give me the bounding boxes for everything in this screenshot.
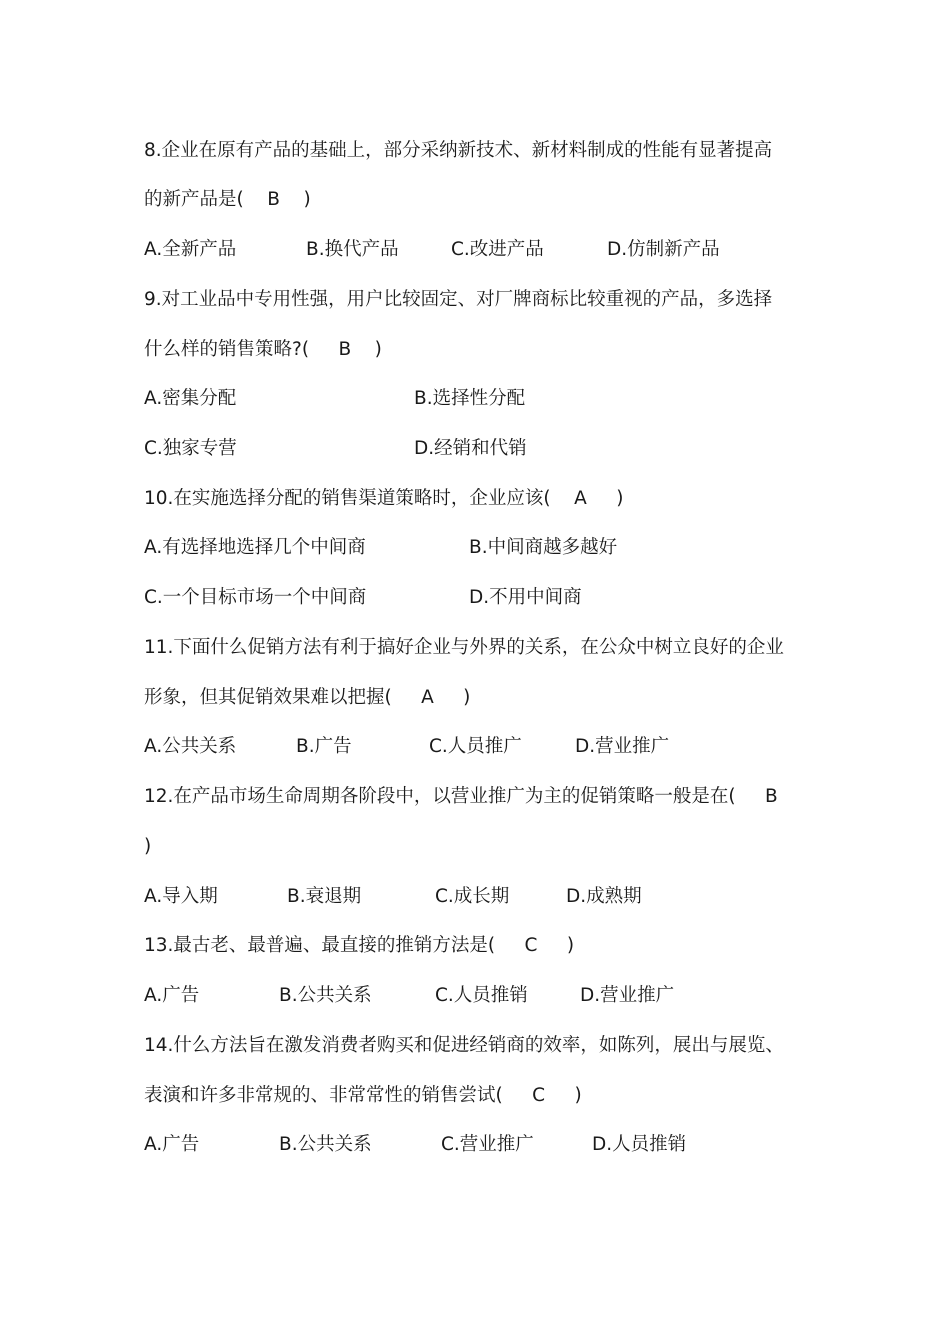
option-b: B.中间商越多越好 [469, 537, 618, 558]
question-13-stem-line-1: 13.最古老、最普遍、最直接的推销方法是( C ) [144, 935, 575, 956]
question-9-stem-line-2: 什么样的销售策略?( B ) [144, 339, 382, 360]
option-b: B.衰退期 [287, 886, 362, 907]
question-11-stem-line-1: 11.下面什么促销方法有利于搞好企业与外界的关系，在公众中树立良好的企业 [144, 637, 784, 658]
option-a: A.广告 [144, 1134, 200, 1155]
question-11-stem-line-2: 形象，但其促销效果难以把握( A ) [144, 687, 471, 708]
option-d: D.营业推广 [575, 736, 670, 757]
question-11-options [144, 734, 670, 760]
question-9-options-row-2 [144, 436, 527, 462]
option-a: A.公共关系 [144, 736, 237, 757]
option-a: A.全新产品 [144, 239, 237, 260]
option-a: A.导入期 [144, 886, 218, 907]
question-10-options-row-1 [144, 535, 618, 561]
option-b: B.公共关系 [279, 1134, 372, 1155]
option-b: B.公共关系 [279, 985, 372, 1006]
question-9-stem-line-1: 9.对工业品中专用性强，用户比较固定、对厂牌商标比较重视的产品，多选择 [144, 289, 773, 310]
option-b: B.广告 [296, 736, 352, 757]
option-c: C.改进产品 [451, 239, 544, 260]
option-c: C.独家专营 [144, 438, 237, 459]
question-14-stem-line-1: 14.什么方法旨在激发消费者购买和促进经销商的效率，如陈列，展出与展览、 [144, 1035, 784, 1056]
question-10-stem-line-1: 10.在实施选择分配的销售渠道策略时，企业应该( A ) [144, 488, 624, 509]
option-c: C.成长期 [435, 886, 510, 907]
option-d: D.成熟期 [566, 886, 642, 907]
question-12-stem-line-1: 12.在产品市场生命周期各阶段中，以营业推广为主的促销策略一般是在( B [144, 786, 778, 807]
option-b: B.选择性分配 [414, 388, 526, 409]
question-8-stem-line-1: 8.企业在原有产品的基础上，部分采纳新技术、新材料制成的性能有显著提高 [144, 140, 773, 161]
option-d: D.营业推广 [580, 985, 675, 1006]
question-14-stem-line-2: 表演和许多非常规的、非常常性的销售尝试( C ) [144, 1085, 582, 1106]
option-a: A.有选择地选择几个中间商 [144, 537, 366, 558]
question-13-options [144, 983, 675, 1009]
option-b: B.换代产品 [306, 239, 399, 260]
question-14-options [144, 1132, 687, 1158]
question-12-options [144, 884, 642, 910]
option-d: D.不用中间商 [469, 587, 582, 608]
question-9-options-row-1 [144, 386, 526, 412]
option-c: C.一个目标市场一个中间商 [144, 587, 367, 608]
question-12-stem-line-2: ) [144, 836, 152, 857]
option-d: D.人员推销 [592, 1134, 687, 1155]
option-d: D.仿制新产品 [607, 239, 720, 260]
option-d: D.经销和代销 [414, 438, 527, 459]
question-10-options-row-2 [144, 585, 582, 611]
option-c: C.人员推广 [429, 736, 522, 757]
option-a: A.广告 [144, 985, 200, 1006]
option-c: C.营业推广 [441, 1134, 534, 1155]
option-c: C.人员推销 [435, 985, 528, 1006]
question-8-options [144, 237, 720, 263]
question-8-stem-line-2: 的新产品是( B ) [144, 189, 311, 210]
option-a: A.密集分配 [144, 388, 237, 409]
